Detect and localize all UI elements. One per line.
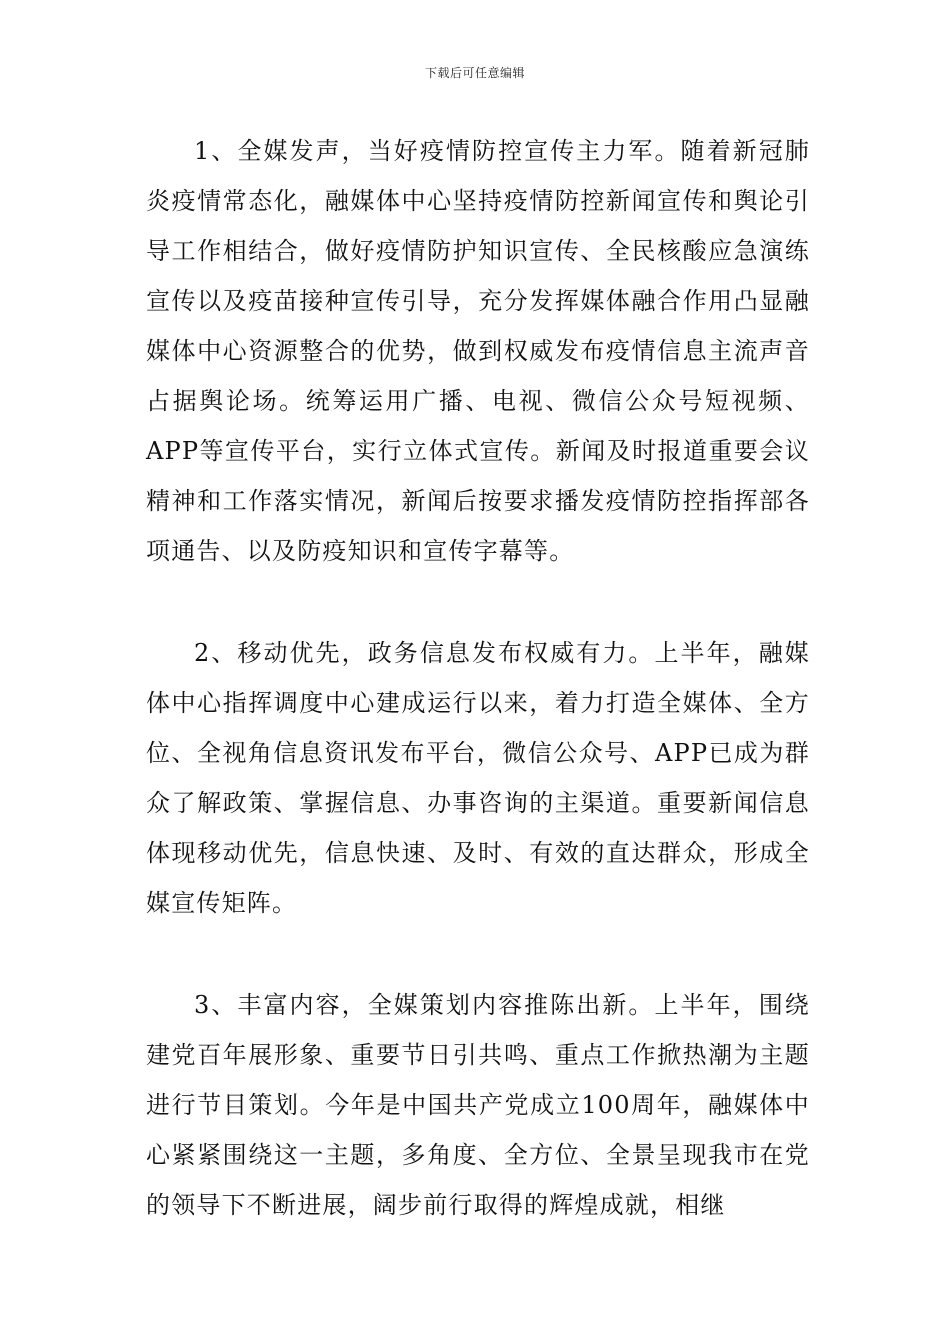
paragraph-2: 2、移动优先，政务信息发布权威有力。上半年，融媒体中心指挥调度中心建成运行以来，着力打造全媒体、全方位、全视角信息资讯发布平台，微信公众号、APP已成为群众了解政策、掌握信息、办事咨询的主渠道。重要新闻信息体现移动优先，信息快速、及时、有效的直达群众，形成全媒宣传矩阵。 (146, 639, 810, 917)
page-header-note: 下载后可任意编辑 (424, 66, 525, 80)
document-body (146, 126, 810, 1230)
paragraph-1: 1、全媒发声，当好疫情防控宣传主力军。随着新冠肺炎疫情常态化，融媒体中心坚持疫情防控新闻宣传和舆论引导工作相结合，做好疫情防护知识宣传、全民核酸应急演练宣传以及疫苗接种宣传引导，充分发挥媒体融合作用凸显融媒体中心资源整合的优势，做到权威发布疫情信息主流声音占据舆论场。统筹运用广播、电视、微信公众号短视频、APP等宣传平台，实行立体式宣传。新闻及时报道重要会议精神和工作落实情况，新闻后按要求播发疫情防控指挥部各项通告、以及防疫知识和宣传字幕等。 (146, 137, 810, 565)
paragraph-3: 3、丰富内容，全媒策划内容推陈出新。上半年，围绕建党百年展形象、重要节日引共鸣、重点工作掀热潮为主题进行节目策划。今年是中国共产党成立100周年，融媒体中心紧紧围绕这一主题，多角度、全方位、全景呈现我市在党的领导下不断进展，阔步前行取得的辉煌成就，相继 (146, 991, 810, 1219)
